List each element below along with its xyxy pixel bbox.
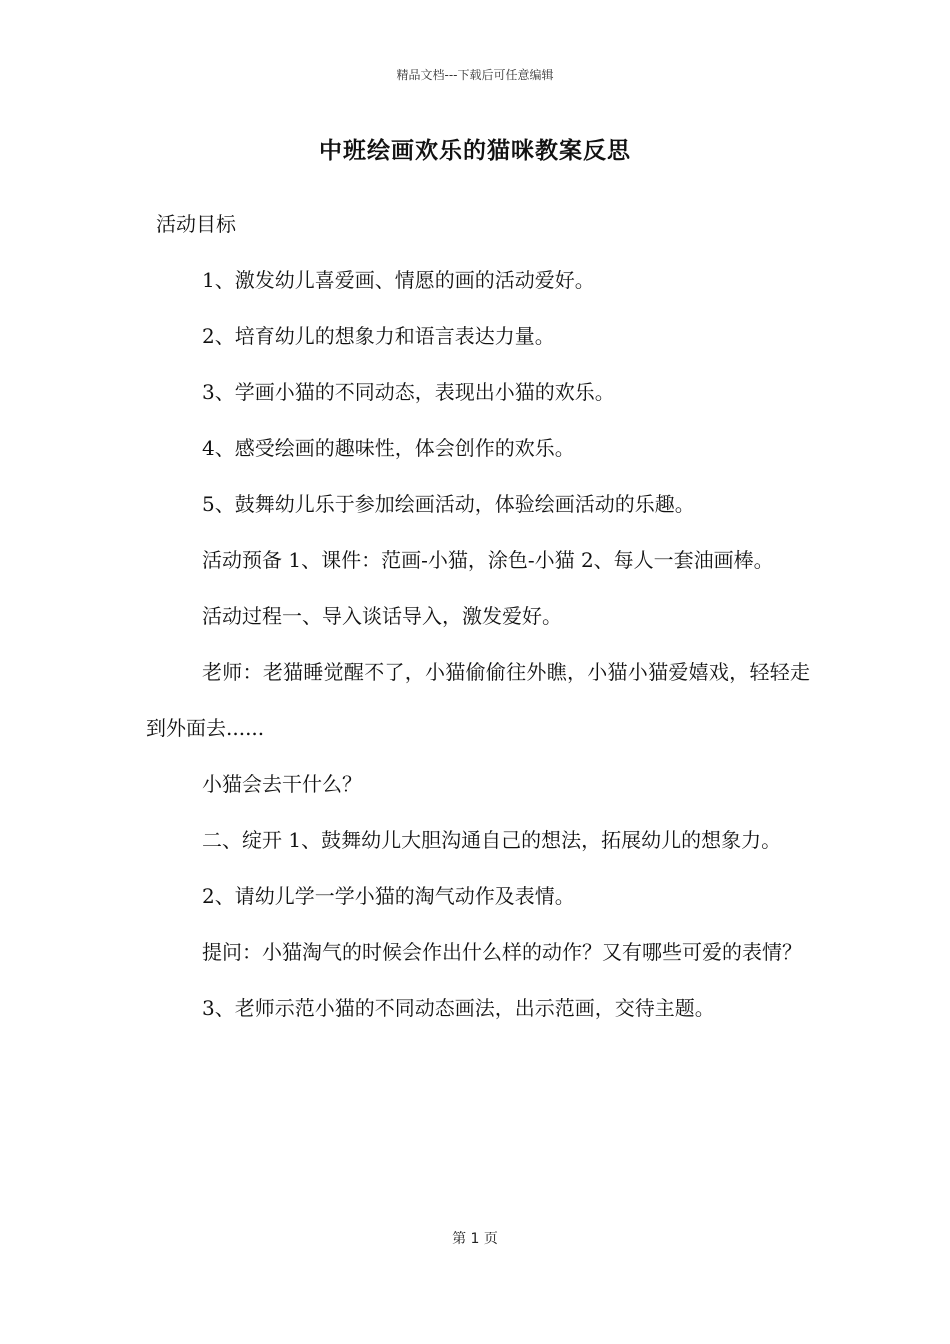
unfold-step-1-paragraph: 二、绽开 1、鼓舞幼儿大胆沟通自己的想法，拓展幼儿的想象力。 xyxy=(202,828,782,852)
goal-item-1: 1、激发幼儿喜爱画、情愿的画的活动爱好。 xyxy=(202,268,595,292)
document-title: 中班绘画欢乐的猫咪教案反思 xyxy=(319,138,631,164)
goal-item-5: 5、鼓舞幼儿乐于参加绘画活动，体验绘画活动的乐趣。 xyxy=(202,492,695,516)
goal-item-4: 4、感受绘画的趣味性，体会创作的欢乐。 xyxy=(202,436,575,460)
unfold-step-2-paragraph: 2、请幼儿学一学小猫的淘气动作及表情。 xyxy=(202,884,575,908)
preparation-paragraph: 活动预备 1、课件：范画-小猫，涂色-小猫 2、每人一套油画棒。 xyxy=(202,548,774,572)
goal-item-3: 3、学画小猫的不同动态，表现出小猫的欢乐。 xyxy=(202,380,615,404)
question-paragraph: 小猫会去干什么？ xyxy=(202,772,362,796)
prompt-question-paragraph: 提问：小猫淘气的时候会作出什么样的动作？又有哪些可爱的表情？ xyxy=(202,940,802,964)
teacher-speech-paragraph: 老师：老猫睡觉醒不了，小猫偷偷往外瞧，小猫小猫爱嬉戏，轻轻走到外面去...... xyxy=(146,660,810,740)
document-body xyxy=(146,196,810,1036)
process-intro-paragraph: 活动过程一、导入谈话导入，激发爱好。 xyxy=(202,604,562,628)
page-number: 第 1 页 xyxy=(452,1231,498,1247)
page-header: 精品文档---下载后可任意编辑 xyxy=(396,68,554,82)
section-heading-activity-goals: 活动目标 xyxy=(156,212,236,236)
goal-item-2: 2、培育幼儿的想象力和语言表达力量。 xyxy=(202,324,555,348)
unfold-step-3-paragraph: 3、老师示范小猫的不同动态画法，出示范画，交待主题。 xyxy=(202,996,715,1020)
